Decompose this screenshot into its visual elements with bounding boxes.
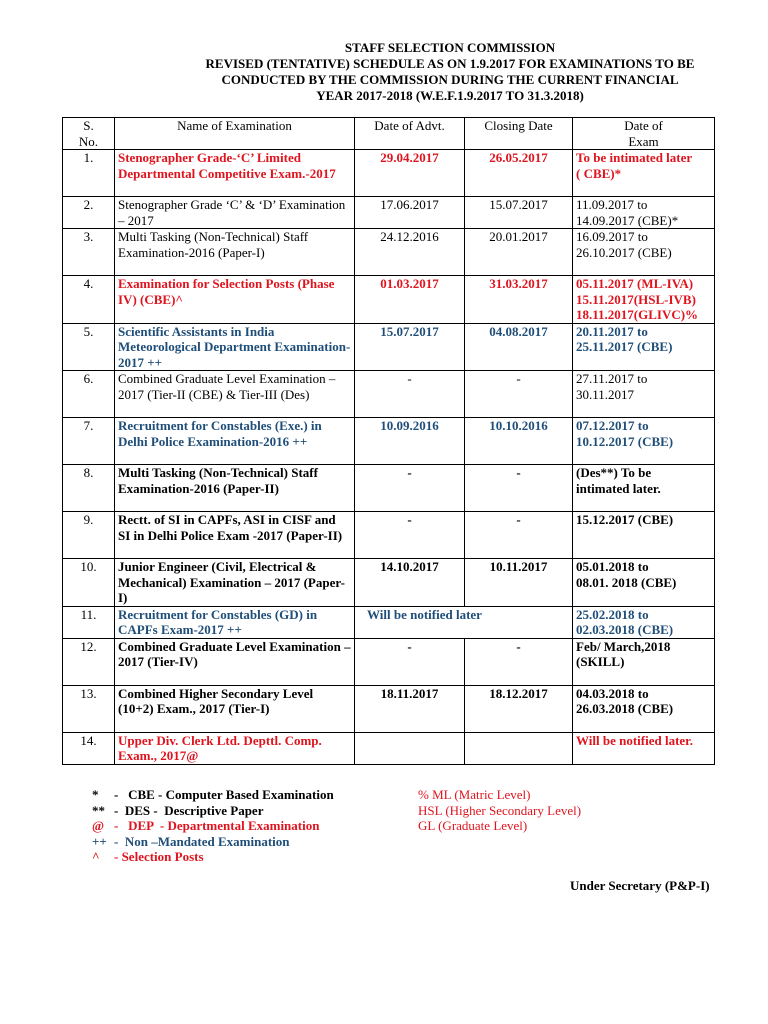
cell-sno: 13. [63,685,115,732]
legend-abbreviation: HSL (Higher Secondary Level) [418,802,582,818]
cell-advt: 14.10.2017 [355,559,465,607]
cell-name: Multi Tasking (Non-Technical) Staff Examination-2016 (Paper-II) [115,465,355,512]
title-line-2: REVISED (TENTATIVE) SCHEDULE AS ON 1.9.2017 FOR EXAMINATIONS TO BE [205,56,695,71]
table-row [63,465,715,512]
cell-exam: Feb/ March,2018 (SKILL) [573,638,715,685]
legend-symbol: ^ [92,849,100,864]
table-row [63,638,715,685]
cell-sno: 9. [63,512,115,559]
cell-advt: 15.07.2017 [355,323,465,371]
cell-sno: 11. [63,606,115,638]
legend-text: - CBE - Computer Based Examination [114,787,334,802]
legend-item [92,834,334,850]
cell-name: Stenographer Grade-‘C’ Limited Departmental Competitive Exam.-2017 [115,150,355,197]
cell-sno: 4. [63,276,115,324]
table-row [63,150,715,197]
table-row [63,371,715,418]
cell-sno: 6. [63,371,115,418]
cell-name: Examination for Selection Posts (Phase IV) (CBE)^ [115,276,355,324]
cell-closing: - [465,465,573,512]
table-row [63,229,715,276]
column-header-sno: S. No. [63,118,115,150]
cell-exam: 16.09.2017 to 26.10.2017 (CBE) [573,229,715,276]
cell-sno: 12. [63,638,115,685]
cell-advt: - [355,512,465,559]
table-row [63,606,715,638]
legend-symbol: ** [92,802,105,818]
column-header-exam: Date of Exam [573,118,715,150]
cell-exam: 04.03.2018 to 26.03.2018 (CBE) [573,685,715,732]
cell-sno: 10. [63,559,115,607]
legend-item [92,818,334,834]
cell-exam: 25.02.2018 to 02.03.2018 (CBE) [573,606,715,638]
cell-closing: 10.10.2016 [465,418,573,465]
cell-sno: 5. [63,323,115,371]
cell-exam: Will be notified later. [573,732,715,764]
cell-exam: (Des**) To be intimated later. [573,465,715,512]
cell-closing: 04.08.2017 [465,323,573,371]
cell-closing: 18.12.2017 [465,685,573,732]
cell-advt: 10.09.2016 [355,418,465,465]
legend-abbreviation: GL (Graduate Level) [418,818,528,833]
cell-closing: 20.01.2017 [465,229,573,276]
cell-name: Junior Engineer (Civil, Electrical & Mechanical) Examination – 2017 (Paper-I) [115,559,355,607]
table-row [63,276,715,324]
table-row [63,323,715,371]
cell-exam: 05.11.2017 (ML-IVA) 15.11.2017(HSL-IVB) 18.11.2017(GLIVC)% [573,276,715,324]
table-header-row [63,118,715,150]
title-line-4: YEAR 2017-2018 (W.E.F.1.9.2017 TO 31.3.2018) [316,88,584,103]
cell-exam: 11.09.2017 to 14.09.2017 (CBE)* [573,197,715,229]
cell-advt: 18.11.2017 [355,685,465,732]
cell-sno: 3. [63,229,115,276]
table-row [63,559,715,607]
cell-advt: Will be notified later [355,606,573,638]
cell-closing: 15.07.2017 [465,197,573,229]
cell-exam: To be intimated later ( CBE)* [573,150,715,197]
title-line-3: CONDUCTED BY THE COMMISSION DURING THE CURRENT FINANCIAL [221,72,679,87]
cell-advt: - [355,371,465,418]
table-row [63,418,715,465]
cell-name: Rectt. of SI in CAPFs, ASI in CISF and SI in Delhi Police Exam -2017 (Paper-II) [115,512,355,559]
table-row [63,732,715,764]
cell-advt: 29.04.2017 [355,150,465,197]
cell-exam: 15.12.2017 (CBE) [573,512,715,559]
cell-closing: 31.03.2017 [465,276,573,324]
cell-exam: 07.12.2017 to 10.12.2017 (CBE) [573,418,715,465]
legend-symbol: * [92,787,99,802]
cell-advt [355,732,465,764]
cell-exam: 05.01.2018 to 08.01. 2018 (CBE) [573,559,715,607]
column-header-closing: Closing Date [465,118,573,150]
cell-closing: 10.11.2017 [465,559,573,607]
cell-advt: - [355,465,465,512]
column-header-name: Name of Examination [115,118,355,150]
cell-name: Multi Tasking (Non-Technical) Staff Examination-2016 (Paper-I) [115,229,355,276]
cell-closing: - [465,638,573,685]
cell-name: Recruitment for Constables (Exe.) in Delhi Police Examination-2016 ++ [115,418,355,465]
table-row [63,197,715,229]
document-title [160,40,740,104]
legend-abbreviation: % ML (Matric Level) [418,787,531,802]
cell-sno: 1. [63,150,115,197]
legend-text: - DES - Descriptive Paper [114,802,264,818]
legend-right [418,787,581,834]
cell-exam: 27.11.2017 to 30.11.2017 [573,371,715,418]
cell-name: Combined Graduate Level Examination – 2017 (Tier-II (CBE) & Tier-III (Des) [115,371,355,418]
schedule-table [62,117,715,765]
cell-sno: 7. [63,418,115,465]
legend-symbol: @ [92,818,105,833]
cell-advt: - [355,638,465,685]
legend-symbol: ++ [92,833,107,849]
cell-sno: 2. [63,197,115,229]
cell-closing: - [465,512,573,559]
cell-exam: 20.11.2017 to 25.11.2017 (CBE) [573,323,715,371]
table-body [63,150,715,765]
title-line-1: STAFF SELECTION COMMISSION [344,40,556,55]
cell-sno: 14. [63,732,115,764]
cell-name: Scientific Assistants in India Meteorological Department Examination-2017 ++ [115,323,355,371]
table-row [63,512,715,559]
cell-advt: 01.03.2017 [355,276,465,324]
cell-advt: 24.12.2016 [355,229,465,276]
cell-closing [465,732,573,764]
signature: Under Secretary (P&P-I) [570,878,710,893]
cell-name: Combined Graduate Level Examination – 2017 (Tier-IV) [115,638,355,685]
legend-text: - Selection Posts [114,849,204,864]
legend-left [92,787,334,865]
cell-closing: 26.05.2017 [465,150,573,197]
cell-closing: - [465,371,573,418]
cell-advt: 17.06.2017 [355,197,465,229]
cell-sno: 8. [63,465,115,512]
cell-name: Stenographer Grade ‘C’ & ‘D’ Examination – 2017 [115,197,355,229]
legend-item [92,803,334,819]
column-header-advt: Date of Advt. [355,118,465,150]
cell-name: Upper Div. Clerk Ltd. Depttl. Comp. Exam., 2017@ [115,732,355,764]
cell-name: Recruitment for Constables (GD) in CAPFs Exam-2017 ++ [115,606,355,638]
legend-item [92,787,334,803]
legend-item [92,849,334,865]
legend-text: - DEP - Departmental Examination [114,818,320,833]
table-row [63,685,715,732]
cell-name: Combined Higher Secondary Level (10+2) Exam., 2017 (Tier-I) [115,685,355,732]
legend-text: - Non –Mandated Examination [114,833,290,849]
